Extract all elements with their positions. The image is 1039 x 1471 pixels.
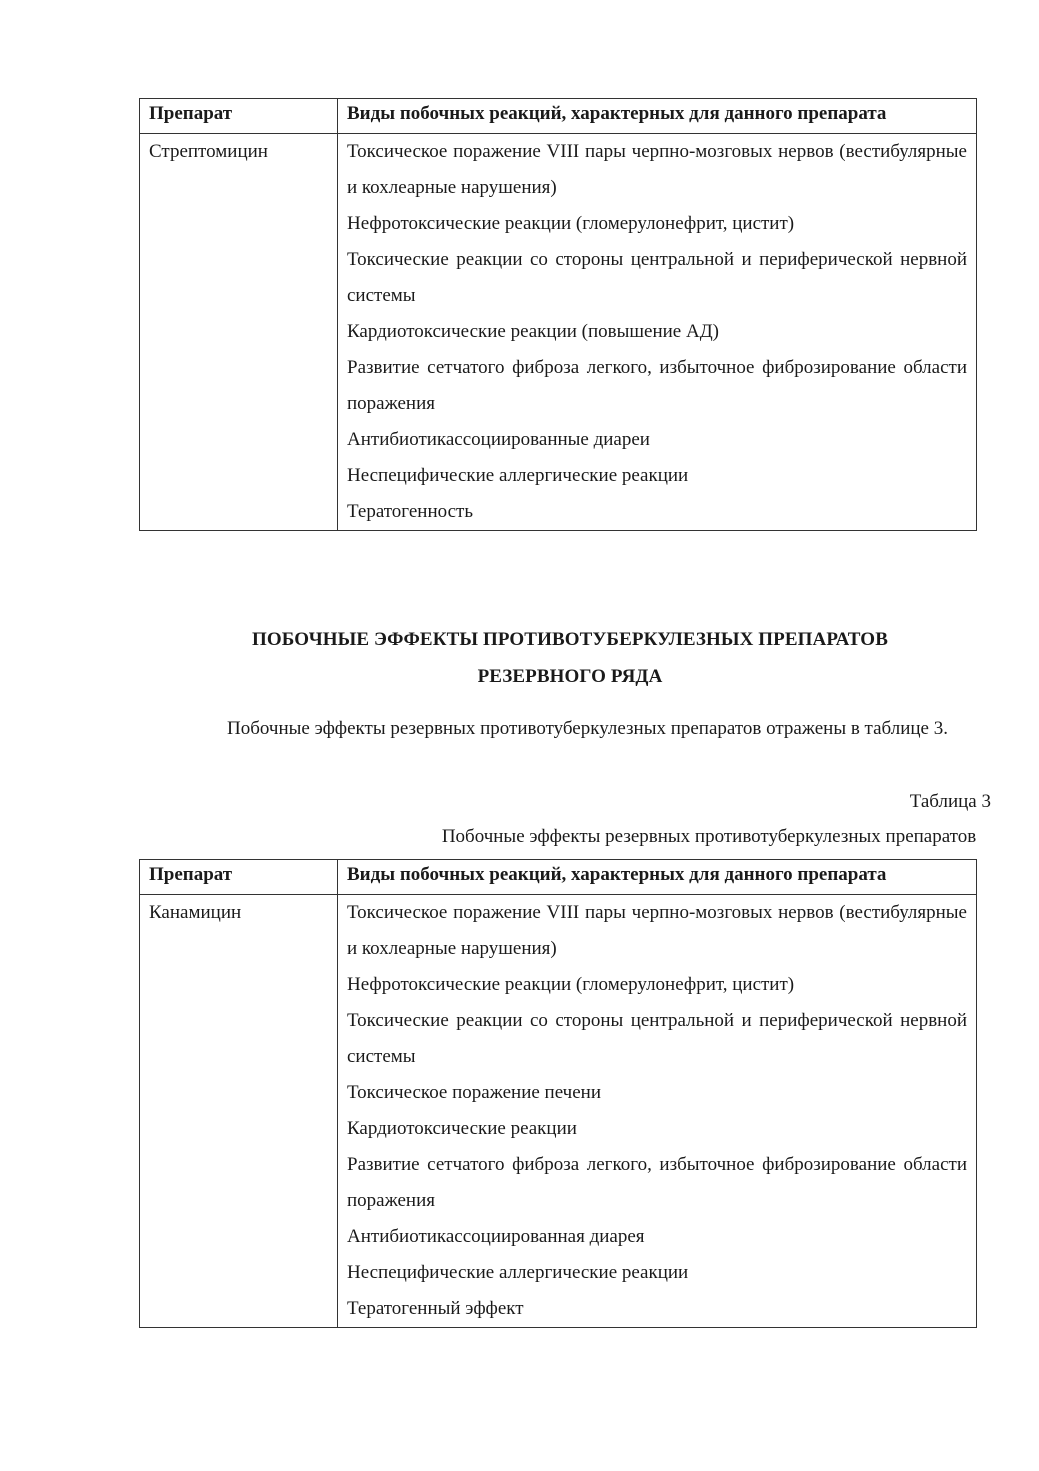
side-effect-item: Тератогенность <box>347 501 473 522</box>
side-effect-item: Кардиотоксические реакции <box>347 1118 577 1139</box>
column-header-side-effects: Виды побочных реакций, характерных для данного препарата <box>338 860 977 895</box>
side-effect-item: Нефротоксические реакции (гломерулонефрит, цистит) <box>347 213 795 234</box>
side-effect-item: Кардиотоксические реакции (повышение АД) <box>347 321 719 342</box>
side-effects-cell <box>338 895 977 1328</box>
table-header-row <box>140 860 977 895</box>
side-effect-item: Токсические реакции со стороны центральной и периферической нервной системы <box>347 1010 967 1067</box>
side-effect-item: Неспецифические аллергические реакции <box>347 465 689 486</box>
side-effects-cell <box>338 134 977 531</box>
side-effect-item: Нефротоксические реакции (гломерулонефрит, цистит) <box>347 974 795 995</box>
section-title-line-1: ПОБОЧНЫЕ ЭФФЕКТЫ ПРОТИВОТУБЕРКУЛЕЗНЫХ ПРЕПАРАТОВ <box>252 629 888 650</box>
drug-name-cell: Стрептомицин <box>140 134 338 531</box>
table-row <box>140 134 977 531</box>
side-effect-item: Антибиотикассоциированные диареи <box>347 429 650 450</box>
side-effect-item: Токсическое поражение VIII пары черпно-мозговых нервов (вестибулярные и кохлеарные нарушения) <box>347 902 967 959</box>
side-effect-item: Неспецифические аллергические реакции <box>347 1262 689 1283</box>
column-header-drug: Препарат <box>140 99 338 134</box>
side-effects-table-streptomycin <box>139 98 977 531</box>
column-header-drug: Препарат <box>140 860 338 895</box>
section-title-line-2: РЕЗЕРВНОГО РЯДА <box>477 666 663 687</box>
side-effect-item: Развитие сетчатого фиброза легкого, избыточное фиброзирование области поражения <box>347 357 967 414</box>
table-caption: Побочные эффекты резервных противотуберкулезных препаратов <box>441 826 977 847</box>
table-number-label: Таблица 3 <box>909 791 991 812</box>
drug-name-cell: Канамицин <box>140 895 338 1328</box>
body-paragraph: Побочные эффекты резервных противотуберкулезных препаратов отражены в таблице 3. <box>227 718 948 739</box>
column-header-side-effects: Виды побочных реакций, характерных для данного препарата <box>338 99 977 134</box>
side-effects-table-kanamycin <box>139 859 977 1328</box>
side-effect-item: Тератогенный эффект <box>347 1298 524 1319</box>
side-effect-item: Антибиотикассоциированная диарея <box>347 1226 645 1247</box>
table-row <box>140 895 977 1328</box>
side-effect-item: Токсические реакции со стороны центральной и периферической нервной системы <box>347 249 967 306</box>
table-header-row <box>140 99 977 134</box>
side-effect-item: Развитие сетчатого фиброза легкого, избыточное фиброзирование области поражения <box>347 1154 967 1211</box>
side-effect-item: Токсическое поражение печени <box>347 1082 601 1103</box>
side-effect-item: Токсическое поражение VIII пары черпно-мозговых нервов (вестибулярные и кохлеарные нарушения) <box>347 141 967 198</box>
